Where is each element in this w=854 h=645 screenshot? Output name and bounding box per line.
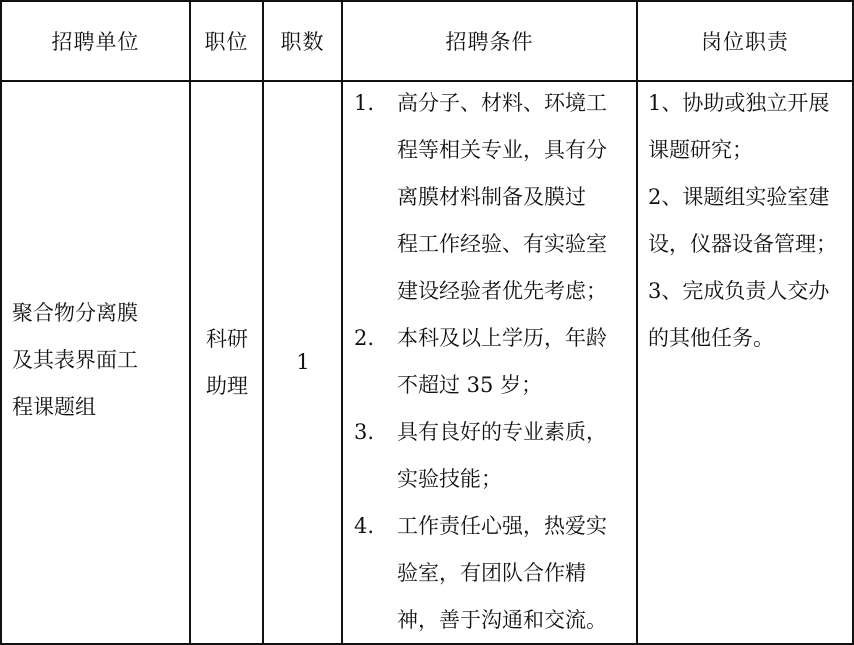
duty-line: 的其他任务。 [648, 326, 774, 350]
unit-line: 程课题组 [12, 395, 96, 419]
requirement-line: 本科及以上学历，年龄 [397, 326, 607, 350]
requirement-line: 程等相关专业，具有分 [397, 138, 607, 162]
cell-position [192, 316, 262, 410]
requirement-item [354, 409, 638, 503]
requirement-line: 具有良好的专业素质， [397, 420, 607, 444]
requirement-line: 高分子、材料、环境工 [397, 91, 607, 115]
requirement-line: 神，善于沟通和交流。 [397, 608, 607, 632]
column-divider [262, 0, 264, 645]
requirement-line: 离膜材料制备及膜过 [397, 185, 586, 209]
requirement-item [354, 80, 638, 315]
requirement-number: 2. [354, 326, 375, 350]
requirement-number: 1. [354, 91, 375, 115]
requirement-line: 工作责任心强，热爱实 [397, 514, 607, 538]
position-line: 科研 [206, 327, 248, 351]
cell-count: 1 [296, 350, 310, 374]
requirement-line: 验室，有团队合作精 [397, 561, 586, 585]
requirement-line: 程工作经验、有实验室 [397, 232, 607, 256]
duty-line: 设，仪器设备管理； [648, 232, 837, 256]
requirement-item [354, 315, 638, 409]
header-unit: 招聘单位 [51, 30, 140, 54]
requirement-item [354, 503, 638, 644]
unit-line: 聚合物分离膜 [12, 301, 138, 325]
cell-requirements [354, 80, 638, 644]
duty-line: 课题研究； [648, 138, 753, 162]
duty-line: 2、课题组实验室建 [648, 185, 830, 209]
cell-duties [648, 80, 850, 362]
header-position: 职位 [204, 30, 249, 54]
table-border-left [0, 0, 2, 645]
cell-unit [12, 290, 182, 431]
position-line: 助理 [206, 374, 248, 398]
duty-line: 1、协助或独立开展 [648, 91, 830, 115]
requirement-line: 建设经验者优先考虑； [397, 279, 607, 303]
header-count: 职数 [280, 30, 325, 54]
requirement-line: 实验技能； [397, 467, 502, 491]
unit-line: 及其表界面工 [12, 348, 138, 372]
requirement-number: 3. [354, 420, 375, 444]
duty-line: 3、完成负责人交办 [648, 279, 830, 303]
column-divider [341, 0, 343, 645]
requirement-line: 不超过 35 岁； [397, 373, 543, 397]
header-duties: 岗位职责 [701, 30, 789, 54]
column-divider [189, 0, 191, 645]
requirement-number: 4. [354, 514, 375, 538]
header-requirements: 招聘条件 [445, 30, 534, 54]
